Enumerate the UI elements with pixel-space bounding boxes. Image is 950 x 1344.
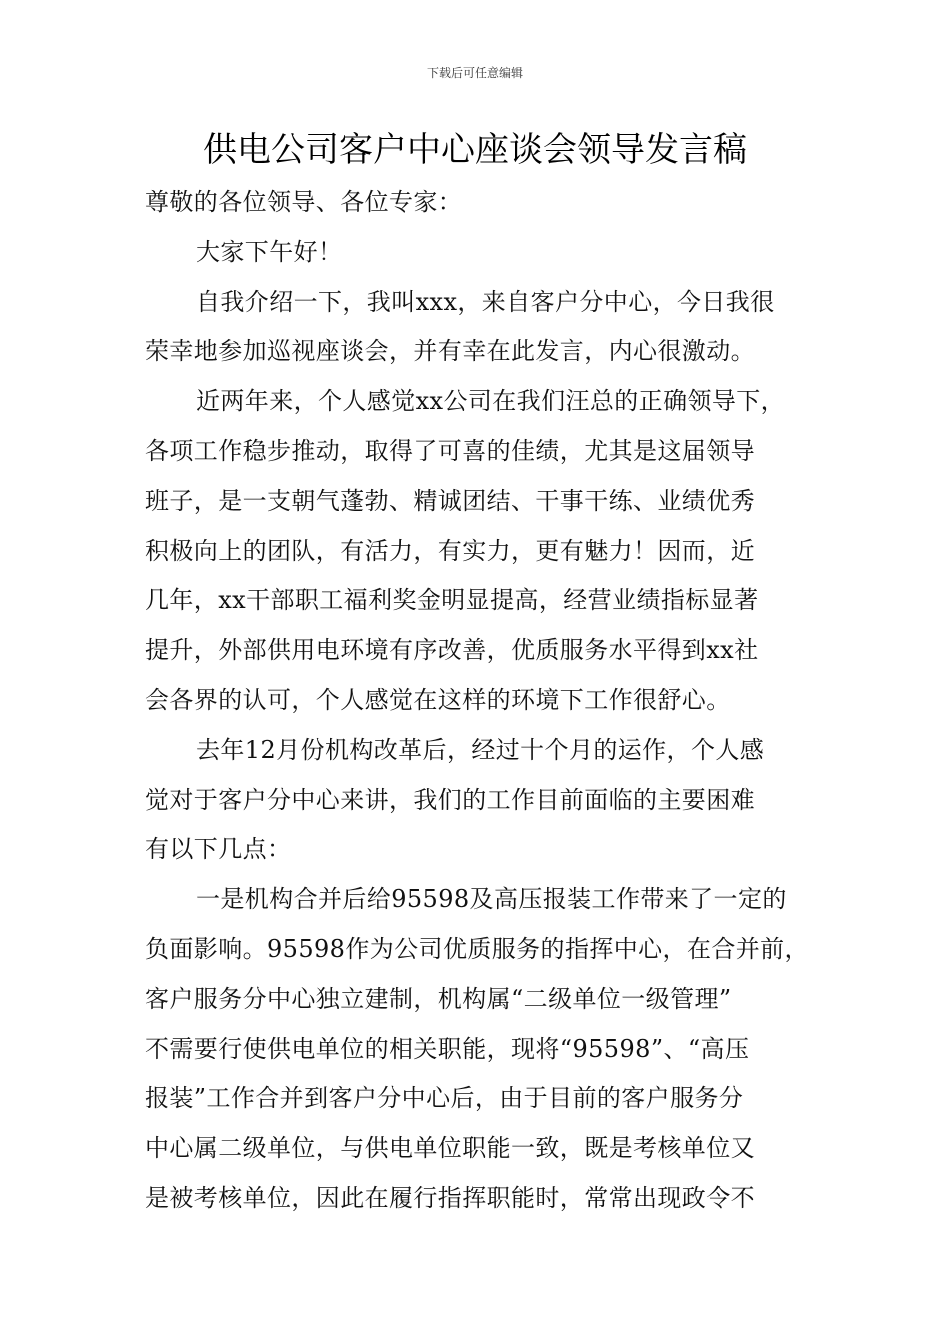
body-line: 去年12月份机构改革后，经过十个月的运作，个人感 xyxy=(196,735,765,764)
body-line: 报装”工作合并到客户分中心后，由于目前的客户服务分 xyxy=(145,1084,744,1113)
body-line: 一是机构合并后给95598及高压报装工作带来了一定的 xyxy=(196,885,787,914)
body-line: 积极向上的团队，有活力，有实力，更有魅力！因而，近 xyxy=(145,536,755,565)
body-line: 客户服务分中心独立建制，机构属“二级单位一级管理” xyxy=(145,984,732,1013)
body-line: 觉对于客户分中心来讲，我们的工作目前面临的主要困难 xyxy=(145,785,755,814)
body-line: 荣幸地参加巡视座谈会，并有幸在此发言，内心很激动。 xyxy=(145,337,755,366)
document-body xyxy=(145,178,815,1224)
body-line: 几年，xx干部职工福利奖金明显提高，经营业绩指标显著 xyxy=(145,586,759,615)
body-line: 尊敬的各位领导、各位专家： xyxy=(145,188,463,216)
body-line: 中心属二级单位，与供电单位职能一致，既是考核单位又 xyxy=(145,1134,755,1163)
body-line: 各项工作稳步推动，取得了可喜的佳绩，尤其是这届领导 xyxy=(145,436,755,465)
body-line: 是被考核单位，因此在履行指挥职能时，常常出现政令不 xyxy=(145,1183,755,1212)
body-line: 近两年来，个人感觉xx公司在我们汪总的正确领导下， xyxy=(196,387,786,416)
body-line: 会各界的认可，个人感觉在这样的环境下工作很舒心。 xyxy=(145,685,731,714)
body-line: 自我介绍一下，我叫xxx，来自客户分中心，今日我很 xyxy=(196,287,775,316)
body-line: 不需要行使供电单位的相关职能，现将“95598”、“高压 xyxy=(145,1034,750,1063)
body-line: 班子，是一支朝气蓬勃、精诚团结、干事干练、业绩优秀 xyxy=(145,486,755,515)
header-note: 下载后可任意编辑 xyxy=(426,66,523,80)
body-line: 有以下几点： xyxy=(145,835,292,864)
body-line: 提升，外部供用电环境有序改善，优质服务水平得到xx社 xyxy=(145,636,759,665)
document-title: 供电公司客户中心座谈会领导发言稿 xyxy=(203,130,747,170)
body-line: 大家下午好！ xyxy=(196,237,343,266)
body-line: 负面影响。95598作为公司优质服务的指挥中心，在合并前， xyxy=(145,934,809,963)
